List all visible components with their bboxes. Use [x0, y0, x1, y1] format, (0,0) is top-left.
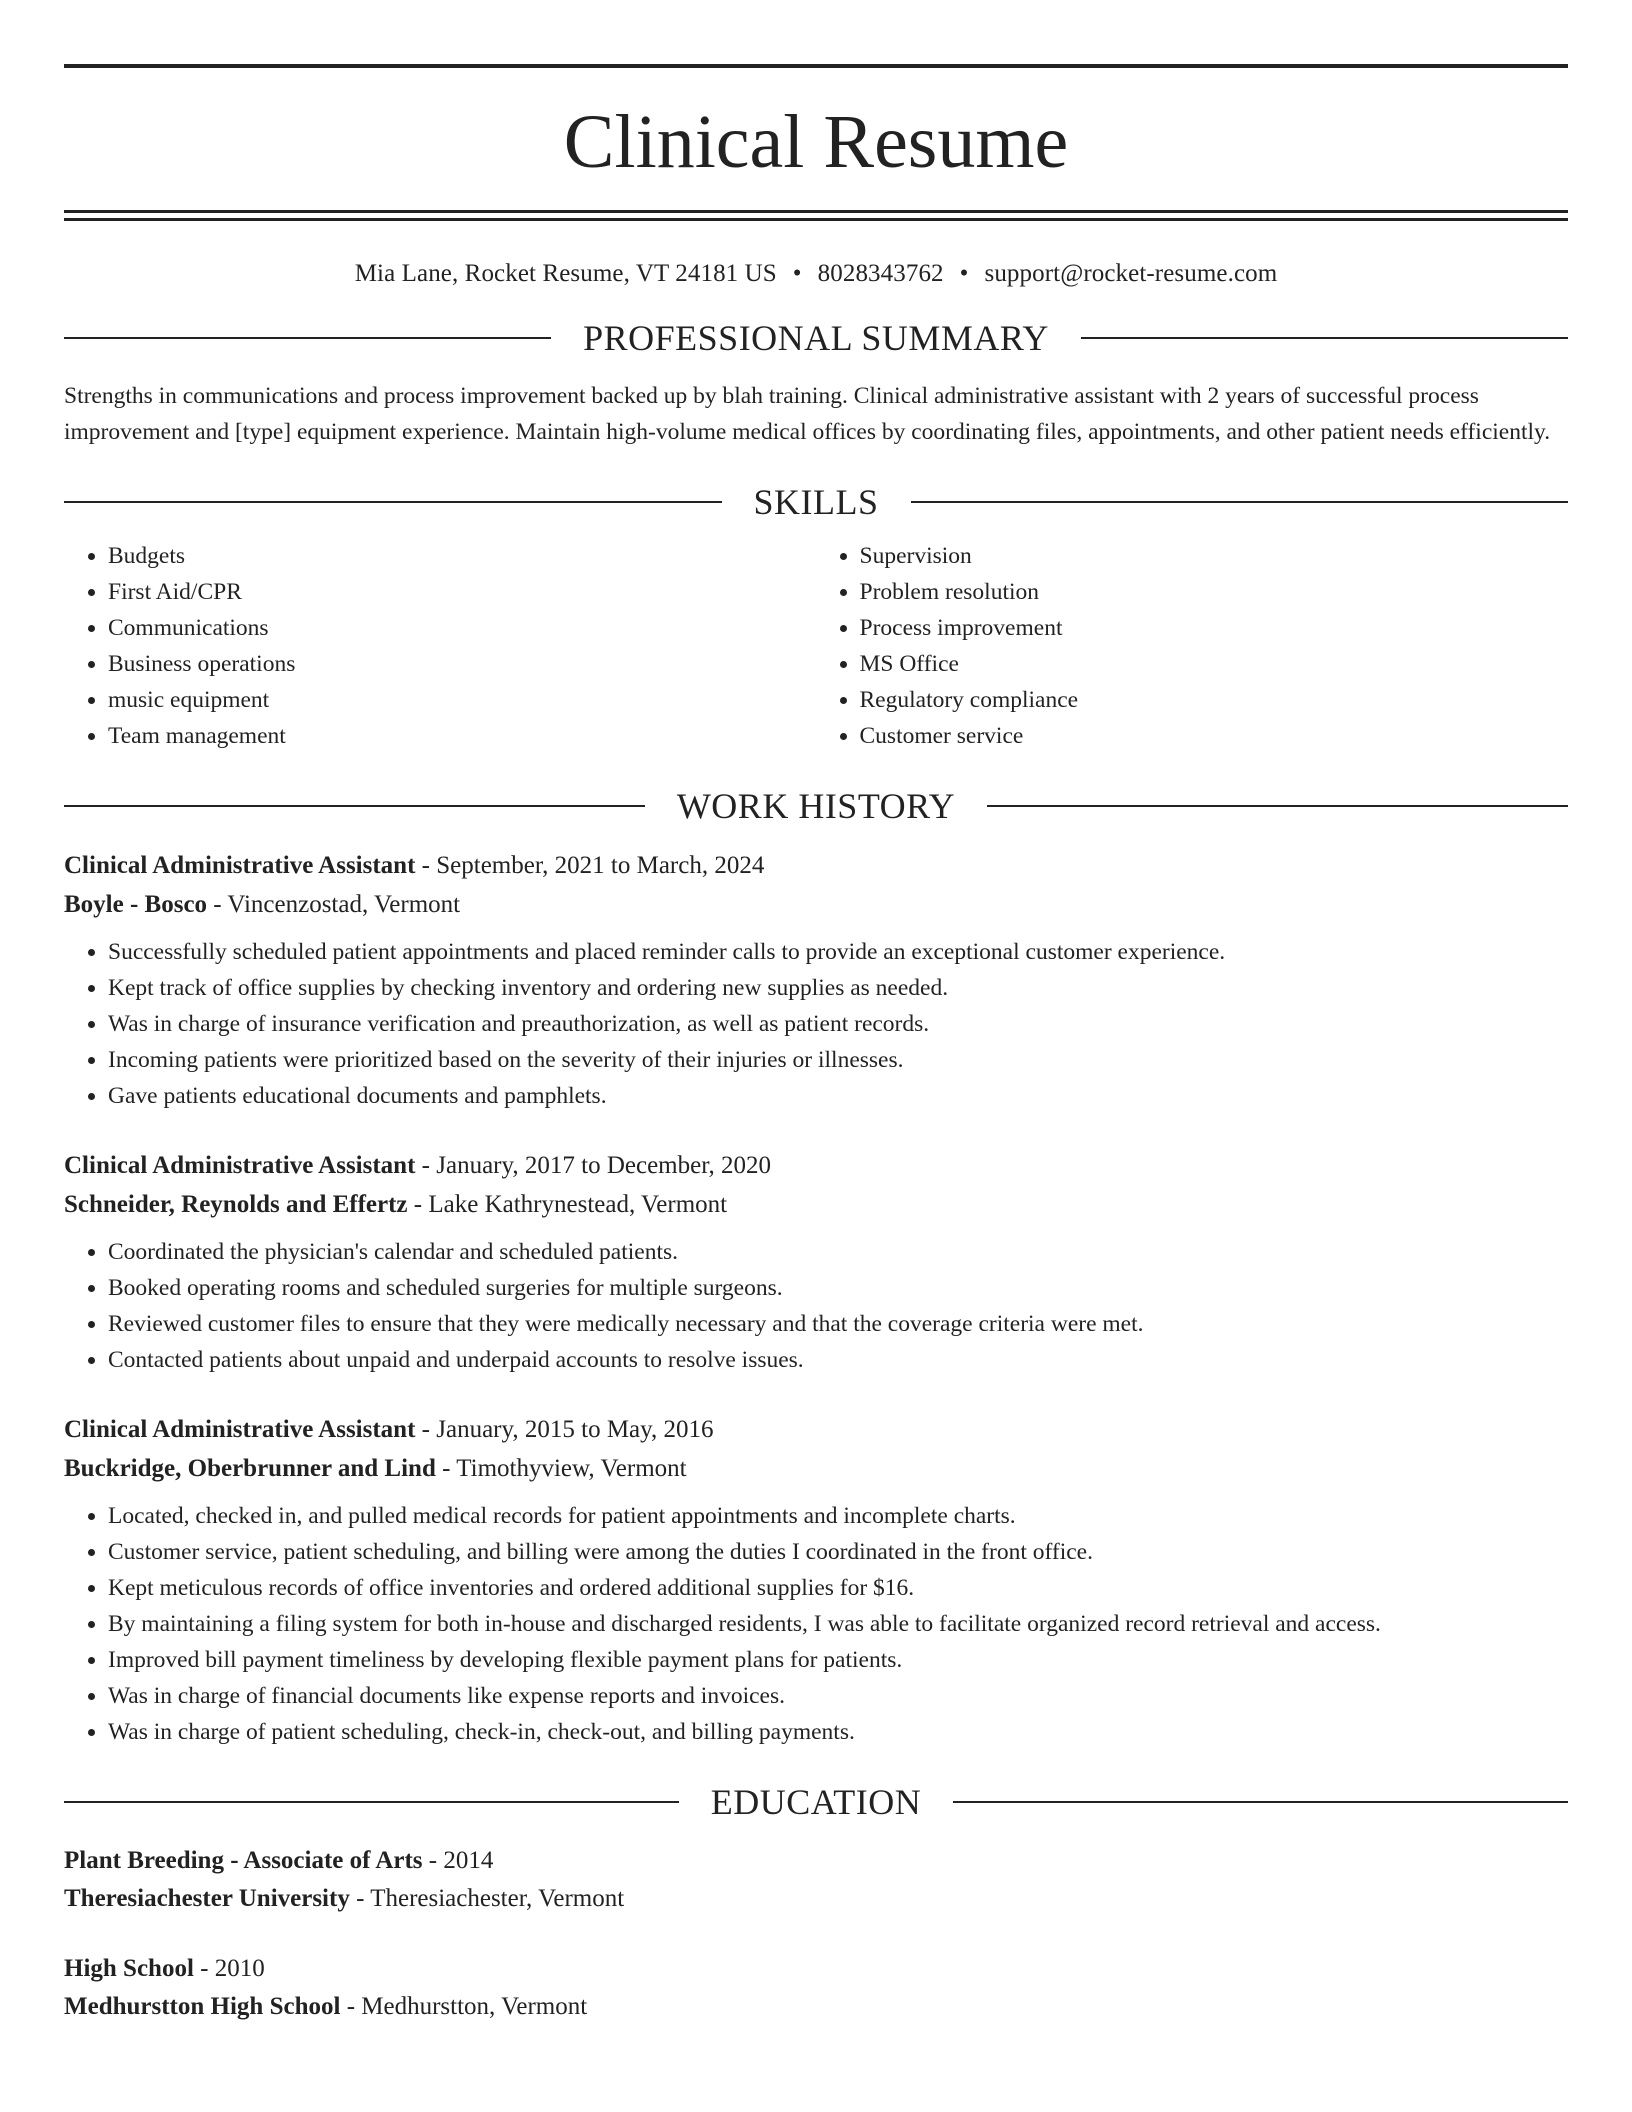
job-duties: [64, 1498, 1568, 1750]
contact-address: Mia Lane, Rocket Resume, VT 24181 US: [354, 260, 777, 287]
contact-line: [64, 261, 1568, 286]
job-title: Clinical Administrative Assistant: [64, 852, 416, 879]
education-school: Theresiachester University: [64, 1885, 350, 1912]
education-school: Medhurstton High School: [64, 1993, 341, 2020]
job-company: Schneider, Reynolds and Effertz: [64, 1191, 408, 1218]
job-entry: [64, 846, 1568, 1114]
job-duty: • Was in charge of insurance verification and preauthorization, as well as patient records.: [108, 1006, 1568, 1042]
contact-separator: •: [959, 260, 969, 287]
education-location: - Theresiachester, Vermont: [349, 1885, 625, 1912]
heading-rule: [1081, 337, 1568, 339]
job-title-line: [64, 846, 1568, 885]
skill-item: • Business operations: [108, 646, 817, 682]
skills-section-heading: [64, 484, 1568, 520]
job-duty: • Successfully scheduled patient appointments and placed reminder calls to provide an exceptional customer experience.: [108, 934, 1568, 970]
job-dates: - January, 2015 to May, 2016: [415, 1416, 714, 1443]
education-school-line: [64, 1988, 1568, 2026]
job-duties: [64, 934, 1568, 1114]
job-duty: • Booked operating rooms and scheduled surgeries for multiple surgeons.: [108, 1270, 1568, 1306]
job-duty: • By maintaining a filing system for both in-house and discharged residents, I was able to facilitate organized record retrieval and access.: [108, 1606, 1568, 1642]
work-heading: WORK HISTORY: [676, 786, 956, 826]
job-company: Buckridge, Oberbrunner and Lind: [64, 1455, 436, 1482]
heading-rule: [987, 805, 1568, 807]
job-duty: • Reviewed customer files to ensure that they were medically necessary and that the coverage criteria were met.: [108, 1306, 1568, 1342]
skill-item: • MS Office: [860, 646, 1569, 682]
job-duty: • Kept meticulous records of office inventories and ordered additional supplies for $16.: [108, 1570, 1568, 1606]
job-location: - Timothyview, Vermont: [435, 1455, 687, 1482]
education-entry: [64, 1842, 1568, 1918]
skills-list: [64, 538, 1568, 754]
summary-heading: PROFESSIONAL SUMMARY: [583, 318, 1049, 358]
job-title: Clinical Administrative Assistant: [64, 1416, 416, 1443]
job-duty: • Customer service, patient scheduling, and billing were among the duties I coordinated in the front office.: [108, 1534, 1568, 1570]
education-section-heading: [64, 1784, 1568, 1820]
job-entry: [64, 1146, 1568, 1378]
skill-item: • music equipment: [108, 682, 817, 718]
skill-item: • Problem resolution: [860, 574, 1569, 610]
job-duty: • Was in charge of financial documents like expense reports and invoices.: [108, 1678, 1568, 1714]
job-duty: • Incoming patients were prioritized based on the severity of their injuries or illnesses.: [108, 1042, 1568, 1078]
skills-column-right: [817, 538, 1569, 754]
skill-item: • Team management: [108, 718, 817, 754]
contact-phone: 8028343762: [817, 260, 944, 287]
job-duty: • Was in charge of patient scheduling, check-in, check-out, and billing payments.: [108, 1714, 1568, 1750]
job-entry: [64, 1410, 1568, 1750]
skill-item: • Customer service: [860, 718, 1569, 754]
job-duty: • Improved bill payment timeliness by developing flexible payment plans for patients.: [108, 1642, 1568, 1678]
job-duty: • Coordinated the physician's calendar and scheduled patients.: [108, 1234, 1568, 1270]
heading-rule: [64, 337, 551, 339]
education-year: - 2010: [193, 1955, 265, 1982]
skills-column-left: [64, 538, 817, 754]
heading-rule: [64, 805, 645, 807]
education-heading: EDUCATION: [710, 1782, 922, 1822]
education-school-line: [64, 1880, 1568, 1918]
education-degree: High School: [64, 1955, 194, 1982]
resume-title: Clinical Resume: [563, 100, 1069, 184]
skill-item: • Supervision: [860, 538, 1569, 574]
education-degree: Plant Breeding - Associate of Arts: [64, 1847, 423, 1874]
skill-item: • Process improvement: [860, 610, 1569, 646]
job-title-line: [64, 1410, 1568, 1449]
job-company-line: [64, 1449, 1568, 1488]
heading-rule: [911, 501, 1569, 503]
heading-rule: [64, 501, 722, 503]
summary-section-heading: [64, 320, 1568, 356]
education-location: - Medhurstton, Vermont: [340, 1993, 588, 2020]
skill-item: • Communications: [108, 610, 817, 646]
heading-rule: [64, 1801, 679, 1803]
job-title: Clinical Administrative Assistant: [64, 1152, 416, 1179]
work-section-heading: [64, 788, 1568, 824]
contact-email: support@rocket-resume.com: [984, 260, 1278, 287]
job-duty: • Kept track of office supplies by checking inventory and ordering new supplies as needed.: [108, 970, 1568, 1006]
education-entry: [64, 1950, 1568, 2026]
skill-item: • First Aid/CPR: [108, 574, 817, 610]
job-duties: [64, 1234, 1568, 1378]
job-location: - Lake Kathrynestead, Vermont: [407, 1191, 728, 1218]
job-location: - Vincenzostad, Vermont: [207, 891, 461, 918]
skill-item: • Regulatory compliance: [860, 682, 1569, 718]
job-duty: • Located, checked in, and pulled medical records for patient appointments and incomplete charts.: [108, 1498, 1568, 1534]
skills-heading: SKILLS: [753, 482, 879, 522]
title-double-rule: [64, 210, 1568, 221]
job-duty: • Contacted patients about unpaid and underpaid accounts to resolve issues.: [108, 1342, 1568, 1378]
job-dates: - January, 2017 to December, 2020: [415, 1152, 772, 1179]
job-company-line: [64, 1185, 1568, 1224]
education-degree-line: [64, 1950, 1568, 1988]
resume-page: [64, 64, 1568, 2026]
job-dates: - September, 2021 to March, 2024: [415, 852, 765, 879]
education-year: - 2014: [422, 1847, 494, 1874]
job-duty: • Gave patients educational documents and pamphlets.: [108, 1078, 1568, 1114]
job-company-line: [64, 885, 1568, 924]
job-title-line: [64, 1146, 1568, 1185]
education-degree-line: [64, 1842, 1568, 1880]
heading-rule: [953, 1801, 1568, 1803]
job-company: Boyle - Bosco: [64, 891, 208, 918]
summary-text: Strengths in communications and process improvement backed up by blah training. Clinical administrative assistant with 2 years of successful process improvement and [type] equipment experience. Maintain high-volume medical offices by coordinating files, appointments, and other patient needs efficiently.: [64, 383, 1551, 445]
contact-separator: •: [792, 260, 802, 287]
skill-item: • Budgets: [108, 538, 817, 574]
